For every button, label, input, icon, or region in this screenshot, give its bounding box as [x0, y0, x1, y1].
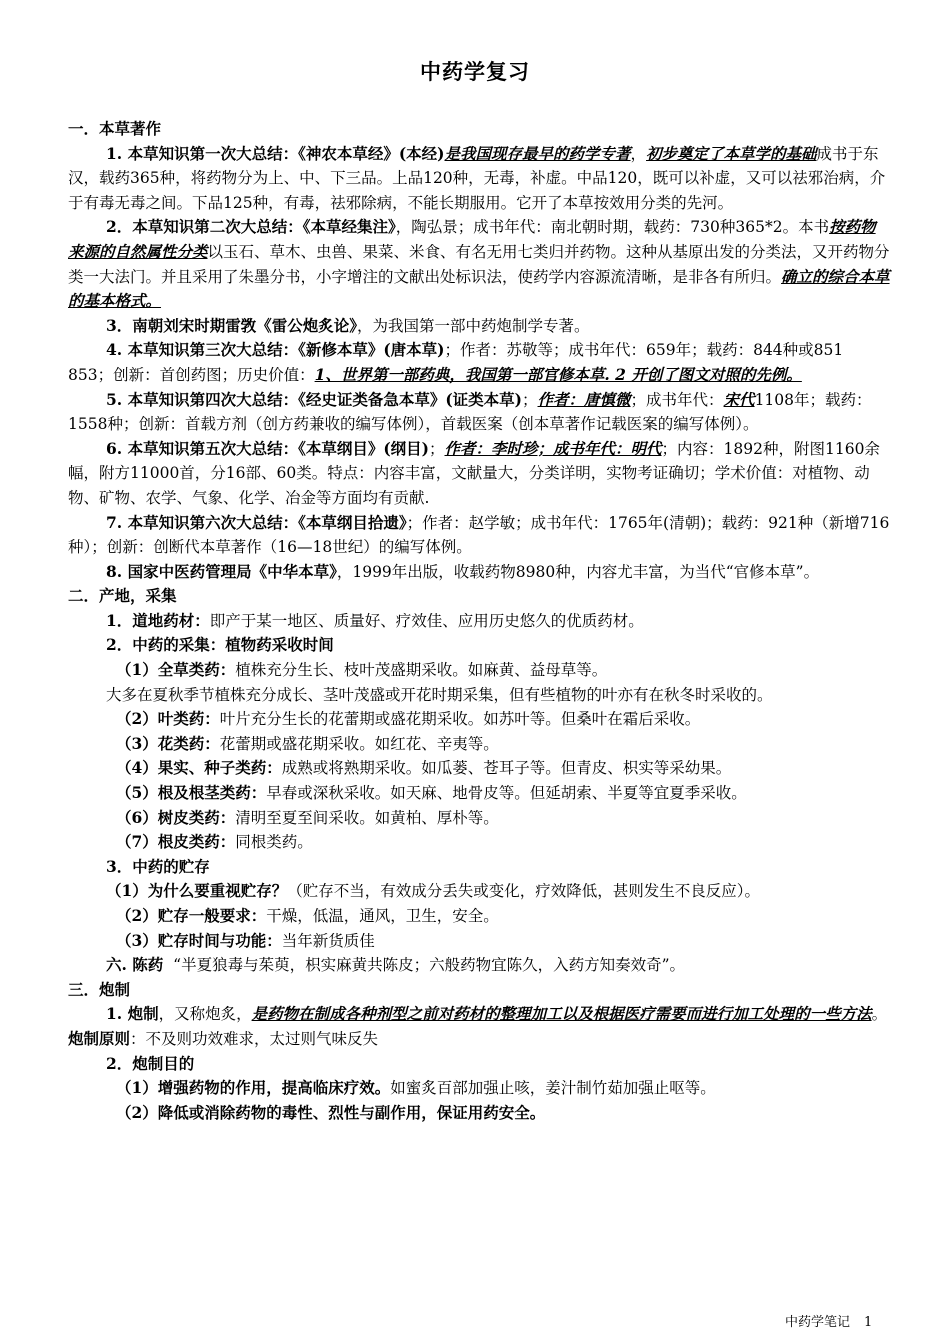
section-2-heading [68, 584, 890, 609]
body-text: 同根类药。 [235, 833, 313, 852]
list-item [68, 658, 890, 683]
lead-text: 1. 炮制 [106, 1004, 159, 1024]
lead-text: （1）增强药物的作用，提高临床疗效。 [116, 1078, 391, 1098]
list-item [68, 707, 890, 732]
body-text: ； [522, 390, 538, 409]
emphasis-text: 是我国现存最早的药学专著 [444, 143, 631, 163]
body-text: “半夏狼毒与茱萸，枳实麻黄共陈皮；六般药物宜陈久，入药方知奏效奇”。 [173, 956, 686, 975]
body-text: 成书于东汉，载药365种，将药物分为上、中、下三品。上品120种，无毒，补虚。中品120，既可以补虚，又可以祛邪治病，介于有毒无毒之间。下品125种，有毒，祛邪除病，不能长期服用。它开了本草按效用分类的先河。 [68, 144, 886, 212]
lead-text: 6. 本草知识第五次大总结：《本草纲目》(纲目) [106, 438, 429, 458]
body-text: ，又称炮炙， [158, 1005, 252, 1024]
paragraph-5 [68, 388, 890, 437]
list-item [68, 732, 890, 757]
list-item [68, 609, 890, 634]
emphasis-text: 初步奠定了本草学的基础 [646, 143, 817, 163]
lead-text: 1．道地药材： [106, 610, 210, 630]
lead-text: （4）果实、种子类药： [116, 758, 282, 778]
lead-text: 5. 本草知识第四次大总结：《经史证类备急本草》(证类本草) [106, 389, 522, 409]
body-text: ，为我国第一部中药炮制学专著。 [357, 316, 590, 335]
emphasis-text: 宋代 [723, 389, 755, 409]
body-text: 成熟或将熟期采收。如瓜蒌、苍耳子等。但青皮、枳实等采幼果。 [281, 759, 732, 778]
paragraph-1 [68, 142, 890, 216]
document-body [68, 117, 890, 1125]
body-text: 干燥，低温，通风，卫生，安全。 [266, 907, 499, 925]
lead-text: （2）叶类药： [116, 709, 220, 729]
body-text: 1108年；载药：1558种；创新：首载方剂（创方药兼收的编写体例），首载医案（创本草著作记载医案的编写体例）。 [68, 390, 872, 434]
lead-text: 炮制原则 [68, 1028, 131, 1048]
list-item [68, 830, 890, 855]
lead-text: （3）贮存时间与功能： [116, 930, 282, 950]
emphasis-text: 作者：唐慎微 [537, 389, 631, 409]
body-text: ；作者：苏敬等；成书年代：659年；载药：844种或851 853；创新：首创药图；历史价值： [68, 341, 844, 384]
body-text: 花蕾期或盛花期采收。如红花、辛夷等。 [219, 734, 499, 753]
lead-text: 4. 本草知识第三次大总结：《新修本草》(唐本草) [106, 340, 445, 360]
paragraph-4 [68, 338, 890, 387]
lead-text: （2）降低或消除药物的毒性、烈性与副作用，保证用药安全。 [116, 1102, 546, 1122]
list-item [68, 1076, 890, 1101]
body-text: （贮存不当，有效成分丢失或变化，疗效降低，甚则发生不良反应）。 [287, 882, 761, 901]
lead-text: 2．中药的采集：植物药采收时间 [106, 635, 334, 655]
page-footer [785, 1311, 886, 1330]
heading-text: 一．本草著作 [68, 119, 162, 138]
lead-text: 六. 陈药 [106, 955, 164, 975]
body-text: 早春或深秋采收。如天麻、地骨皮等。但延胡索、半夏等宜夏季采收。 [266, 784, 747, 803]
paragraph-3 [68, 314, 890, 339]
body-text: 大多在夏秋季节植株充分成长、茎叶茂盛或开花时期采集，但有些植物的叶亦有在秋冬时采收的。 [106, 685, 773, 704]
body-text: ；成书年代： [630, 390, 724, 409]
body-text: ：不及则功效难求，太过则气味反失 [130, 1029, 379, 1048]
lead-text: 2．炮制目的 [106, 1053, 195, 1073]
list-item [68, 953, 890, 978]
body-text: ； [429, 439, 445, 458]
list-item [68, 781, 890, 806]
list-item [68, 879, 890, 904]
heading-text: 三．炮制 [68, 979, 131, 999]
list-item [68, 756, 890, 781]
body-text: 以玉石、草木、虫兽、果菜、米食、有名无用七类归并药物。这种从基原出发的分类法，又开药物分类一大法门。并且采用了朱墨分书，小字增注的文献出处标识法，使药学内容源流清晰，是非各有所归。 [68, 242, 890, 286]
body-text: ，1999年出版，收载药物8980种，内容尤丰富，为当代“官修本草”。 [336, 562, 820, 581]
list-item [68, 904, 890, 929]
heading-text: 二．产地，采集 [68, 586, 177, 606]
emphasis-text: 1、世界第一部药典，我国第一部官修本草. 2 开创了图文对照的先例。 [314, 364, 802, 384]
lead-text: （5）根及根茎类药： [116, 783, 267, 803]
lead-text: 7. 本草知识第六次大总结：《本草纲目拾遗》 [106, 512, 407, 532]
body-text: 清明至夏至间采收。如黄柏、厚朴等。 [235, 808, 499, 827]
section-3-heading [68, 978, 890, 1003]
list-item [68, 1101, 890, 1126]
page-number: 1 [864, 1315, 873, 1330]
lead-text: （3）花类药： [116, 733, 220, 753]
lead-text: 8. 国家中医药管理局《中华本草》 [106, 561, 337, 581]
body-text: 当年新货质佳 [281, 931, 375, 950]
emphasis-text: 作者：李时珍；成书年代：明代 [444, 438, 662, 458]
paragraph-processing [68, 1002, 890, 1051]
lead-text: 2．本草知识第二次大总结：《本草经集注》 [106, 217, 396, 237]
body-text: 如蜜炙百部加强止咳，姜汁制竹茹加强止呕等。 [390, 1079, 716, 1098]
lead-text: （2）贮存一般要求： [116, 906, 267, 925]
body-text: ， [630, 144, 647, 163]
emphasis-text: 确立的综合本草的基本格式。 [68, 266, 890, 311]
body-text: ；作者：赵学敏；成书年代：1765年(清朝)；载药：921种（新增716种）；创新：创断代本草著作（16—18世纪）的编写体例。 [68, 513, 890, 557]
lead-text: 3．南朝刘宋时期雷敩《雷公炮炙论》 [106, 315, 358, 335]
lead-text: 3．中药的贮存 [106, 856, 210, 876]
list-item [68, 855, 890, 880]
paragraph-8 [68, 560, 890, 585]
list-item [68, 1052, 890, 1077]
lead-text: （1）全草类药： [116, 660, 236, 680]
lead-text: （7）根皮类药： [116, 832, 236, 852]
body-text: 叶片充分生长的花蕾期或盛花期采收。如苏叶等。但桑叶在霜后采收。 [219, 710, 701, 729]
body-text: ，陶弘景；成书年代：南北朝时期，载药：730种365*2。本书 [395, 218, 830, 237]
footer-label: 中药学笔记 [785, 1315, 851, 1330]
lead-text: 1. 本草知识第一次大总结：《神农本草经》(本经) [106, 143, 445, 163]
lead-text: （1）为什么要重视贮存？ [106, 881, 288, 901]
body-text: 植株充分生长、枝叶茂盛期采收。如麻黄、益母草等。 [235, 661, 608, 680]
body-text: ；内容：1892种，附图1160余幅，附方11000首，分16部、60类。特点：内容丰富，文献量大，分类详明，实物考证确切；学术价值：对植物、动物、矿物、农学、气象、化学、冶金等方面均有贡献. [68, 439, 880, 507]
list-item [68, 633, 890, 658]
lead-text: （6）树皮类药： [116, 807, 236, 827]
body-text: 即产于某一地区、质量好、疗效佳、应用历史悠久的优质药材。 [209, 611, 644, 630]
list-item [68, 929, 890, 954]
emphasis-text: 是药物在制成各种剂型之前对药材的整理加工以及根据医疗需要而进行加工处理的一些方法 [251, 1004, 872, 1024]
paragraph-2 [68, 215, 890, 313]
paragraph-7 [68, 511, 890, 560]
list-item [68, 806, 890, 831]
page-title: 中药学复习 [420, 59, 530, 84]
emphasis-text: 按药物来源的自然属性分类 [68, 217, 876, 261]
paragraph-6 [68, 437, 890, 511]
body-text: 。 [871, 1005, 888, 1024]
section-1-heading [68, 117, 890, 142]
paragraph-note [68, 683, 890, 708]
